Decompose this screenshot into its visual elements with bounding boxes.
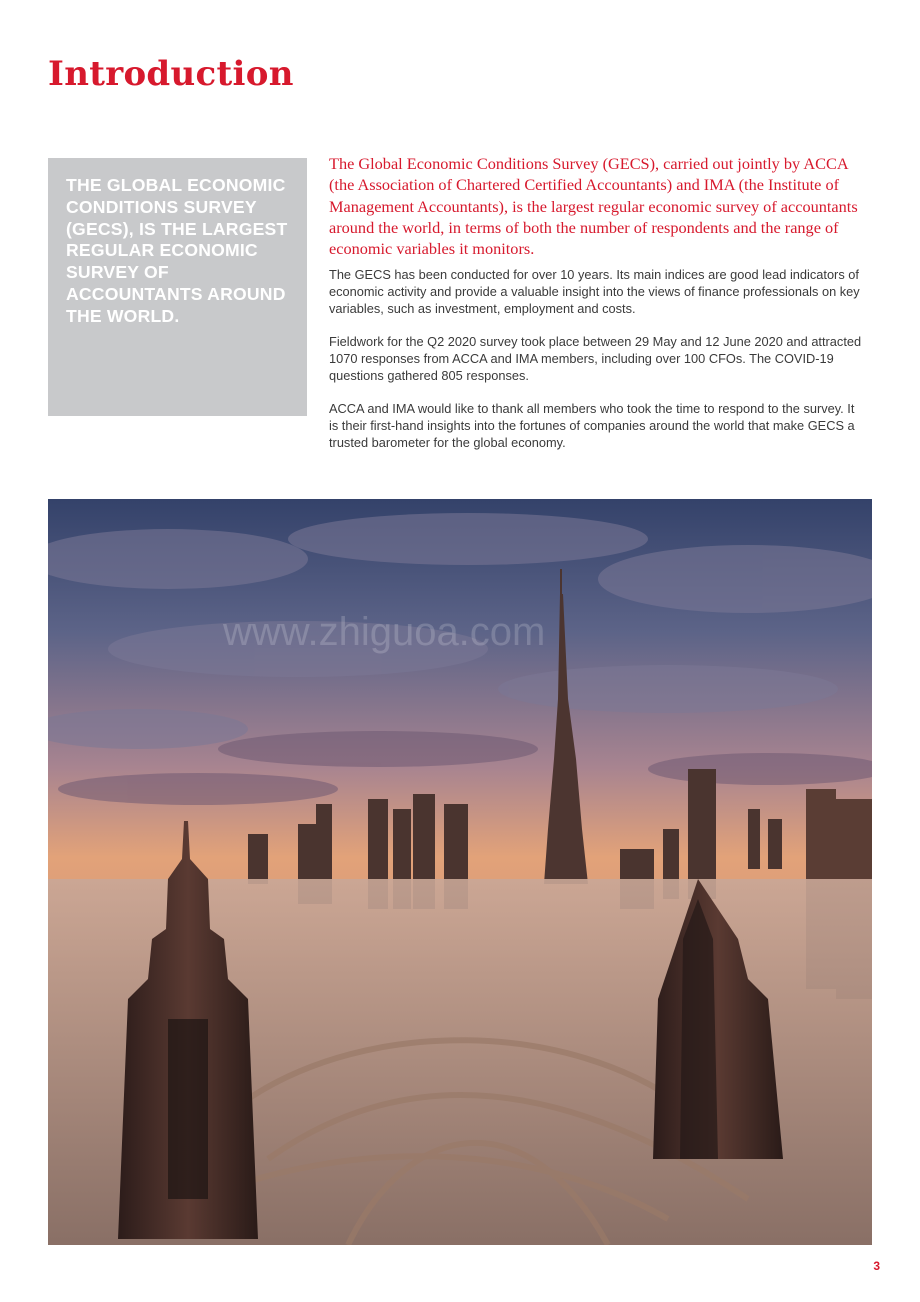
skyline-illustration <box>48 499 872 1245</box>
page-title: Introduction <box>48 54 294 94</box>
watermark-text: www.zhiguoa.com <box>223 610 546 654</box>
city-skyline-photo <box>48 499 872 1245</box>
page-number: 3 <box>873 1259 880 1273</box>
body-paragraph: Fieldwork for the Q2 2020 survey took place between 29 May and 12 June 2020 and attracted 1070 responses from ACCA and IMA members, including over 100 CFOs. The COVID-19 questions gathered 805 responses. <box>329 334 862 383</box>
body-paragraph: ACCA and IMA would like to thank all members who took the time to respond to the survey. It is their first-hand insights into the fortunes of companies around the world that make GECS a trusted barometer for the global economy. <box>329 401 855 450</box>
intro-lead-paragraph: The Global Economic Conditions Survey (GECS), carried out jointly by ACCA (the Association of Chartered Certified Accountants) and IMA (the Institute of Management Accountants), is the largest regular economic survey of accountants around the world, in terms of both the number of respondents and the range of economic variables it monitors. <box>329 154 858 259</box>
pull-quote-box <box>48 158 307 416</box>
body-paragraph: The GECS has been conducted for over 10 years. Its main indices are good lead indicators of economic activity and provide a valuable insight into the views of finance professionals on key variables, such as investment, employment and costs. <box>329 267 860 316</box>
pull-quote-text: THE GLOBAL ECONOMIC CONDITIONS SURVEY (GECS), IS THE LARGEST REGULAR ECONOMIC SURVEY OF ACCOUNTANTS AROUND THE WORLD. <box>66 175 288 326</box>
